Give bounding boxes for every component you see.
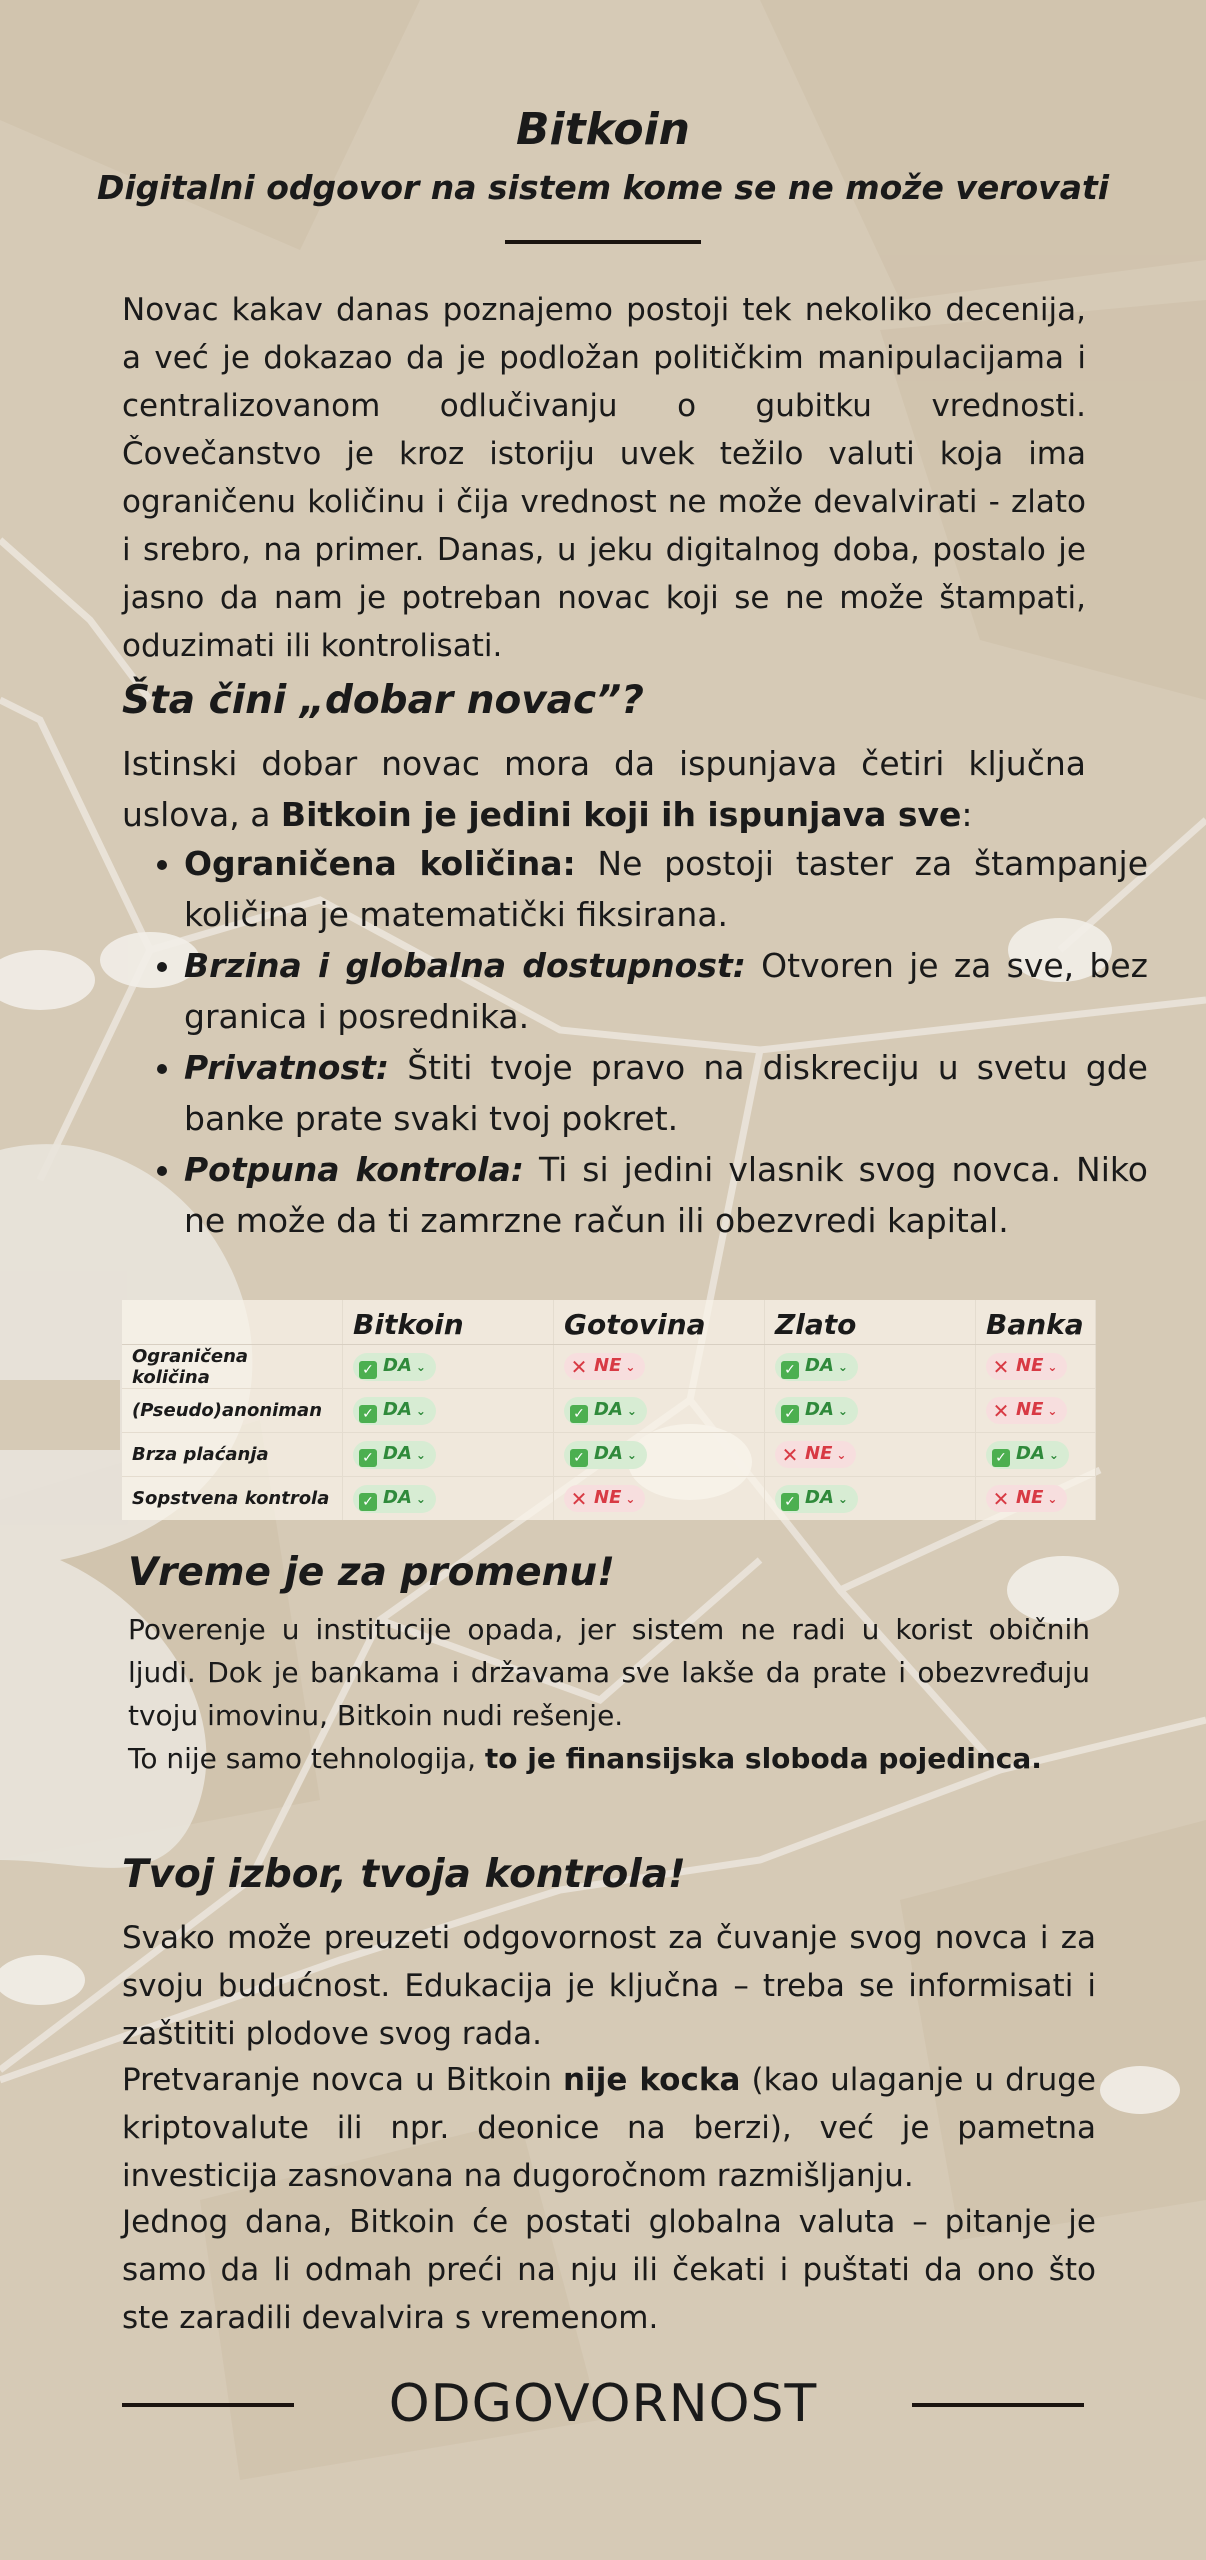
criteria-term: Privatnost: — [184, 1048, 390, 1087]
row-label: Ograničena količina — [122, 1345, 343, 1389]
column-header: Zlato — [765, 1300, 976, 1345]
comparison-cell — [554, 1477, 765, 1521]
intro-paragraph: Novac kakav danas poznajemo postoji tek nekoliko decenija, a već je dokazao da je podložan političkim manipulacijama i centralizovanom odlučivanju o gubitku vrednosti. Čovečanstvo je kroz istoriju uvek težilo valuti koja ima ograničenu količinu i čija vrednost ne može devalvirati - zlato i srebro, na primer. Danas, u jeku digitalnog doba, postalo je jasno da nam je potreban novac koji se ne može štampati, oduzimati ili kontrolisati. — [122, 292, 1086, 664]
comparison-cell — [765, 1433, 976, 1477]
chevron-down-icon: ⌄ — [1047, 1360, 1058, 1374]
choice-paragraph-2 — [122, 2056, 1096, 2200]
chevron-down-icon: ⌄ — [1047, 1492, 1058, 1506]
comparison-cell — [765, 1389, 976, 1433]
criteria-item — [184, 940, 1148, 1042]
comparison-cell — [343, 1389, 554, 1433]
badge-text: DA — [805, 1486, 834, 1508]
comparison-table — [122, 1300, 1096, 1520]
page-subtitle: Digitalni odgovor na sistem kome se ne može verovati — [96, 168, 1110, 207]
comparison-cell — [554, 1389, 765, 1433]
criteria-text: Otvoren je za sve, bez granica i posrednika. — [184, 946, 1148, 1036]
chevron-down-icon: ⌄ — [837, 1359, 848, 1374]
badge-text: DA — [383, 1354, 412, 1376]
chevron-down-icon: ⌄ — [415, 1491, 426, 1506]
criteria-text: Štiti tvoje pravo na diskreciju u svetu gde banke prate svaki tvoj pokret. — [184, 1048, 1148, 1138]
choice-p2-text: Pretvaranje novca u Bitkoin — [122, 2062, 564, 2098]
comparison-cell — [343, 1477, 554, 1521]
yes-badge — [564, 1397, 647, 1425]
footer-word: ODGOVORNOST — [388, 2374, 818, 2434]
comparison-cell — [765, 1477, 976, 1521]
criteria-term: Ograničena količina: — [184, 844, 576, 883]
badge-text: DA — [383, 1486, 412, 1508]
check-icon: ✓ — [359, 1493, 377, 1511]
comparison-cell — [554, 1433, 765, 1477]
change-paragraph: Poverenje u institucije opada, jer sistem ne radi u korist običnih ljudi. Dok je bankama i državama sve lakše da prate i obezvređuju tvoju imovinu, Bitkoin nudi rešenje. — [128, 1613, 1090, 1732]
badge-text: DA — [594, 1442, 623, 1464]
check-icon: ✓ — [359, 1361, 377, 1379]
comparison-row — [122, 1389, 1096, 1433]
choice-heading: Tvoj izbor, tvoja kontrola! — [122, 1852, 686, 1897]
choice-paragraph-1: Svako može preuzeti odgovornost za čuvanje svog novca i za svoju budućnost. Edukacija je ključna – treba se informisati i zaštititi plodove svog rada. — [122, 1920, 1096, 2052]
change-heading: Vreme je za promenu! — [128, 1550, 615, 1595]
chevron-down-icon: ⌄ — [415, 1359, 426, 1374]
lead-text: Istinski dobar novac mora da ispunjava četiri ključna uslova, a — [122, 744, 1086, 834]
page-title: Bitkoin — [516, 104, 690, 155]
badge-text: DA — [805, 1398, 834, 1420]
chevron-down-icon: ⌄ — [1048, 1447, 1059, 1462]
lead-bold-text: Bitkoin je jedini koji ih ispunjava sve — [280, 795, 962, 834]
row-label: (Pseudo)anoniman — [122, 1389, 343, 1433]
chevron-down-icon: ⌄ — [625, 1360, 636, 1374]
yes-badge — [775, 1353, 858, 1381]
cross-icon: ✕ — [781, 1443, 799, 1467]
criteria-item — [184, 838, 1148, 940]
chevron-down-icon: ⌄ — [837, 1403, 848, 1418]
yes-badge — [564, 1441, 647, 1469]
change-line — [128, 1737, 1090, 1780]
criteria-text: Ne postoji taster za štampanje količina je matematički fiksirana. — [184, 844, 1148, 934]
badge-text: NE — [1016, 1355, 1044, 1376]
good-money-lead — [122, 738, 1086, 840]
yes-badge — [353, 1441, 436, 1469]
yes-badge — [353, 1353, 436, 1381]
lead-suffix: : — [961, 795, 973, 834]
yes-badge — [353, 1485, 436, 1513]
comparison-cell — [343, 1345, 554, 1389]
choice-p2-rest: (kao ulaganje u druge kriptovalute ili npr. deonice na berzi), već je pametna investicija zasnovana na dugoročnom razmišljanju. — [122, 2062, 1096, 2194]
criteria-text: Ti si jedini vlasnik svog novca. Niko ne može da ti zamrzne račun ili obezvredi kapital. — [184, 1150, 1148, 1240]
check-icon: ✓ — [781, 1493, 799, 1511]
no-badge — [564, 1485, 645, 1512]
criteria-item — [184, 1144, 1148, 1246]
yes-badge — [986, 1441, 1069, 1469]
comparison-cell — [976, 1433, 1096, 1477]
badge-text: NE — [594, 1487, 622, 1508]
comparison-body — [122, 1345, 1096, 1521]
badge-text: DA — [383, 1442, 412, 1464]
footer-line-right — [912, 2403, 1084, 2407]
badge-text: DA — [383, 1398, 412, 1420]
badge-text: NE — [1016, 1399, 1044, 1420]
chevron-down-icon: ⌄ — [415, 1447, 426, 1462]
cross-icon: ✕ — [992, 1355, 1010, 1379]
column-header: Gotovina — [554, 1300, 765, 1345]
column-header: Bitkoin — [343, 1300, 554, 1345]
chevron-down-icon: ⌄ — [626, 1403, 637, 1418]
badge-text: DA — [1016, 1442, 1045, 1464]
check-icon: ✓ — [781, 1405, 799, 1423]
yes-badge — [775, 1485, 858, 1513]
comparison-cell — [554, 1345, 765, 1389]
chevron-down-icon: ⌄ — [625, 1492, 636, 1506]
yes-badge — [775, 1397, 858, 1425]
cross-icon: ✕ — [570, 1355, 588, 1379]
no-badge — [775, 1441, 856, 1468]
criteria-term: Brzina i globalna dostupnost: — [184, 946, 746, 985]
badge-text: DA — [805, 1354, 834, 1376]
check-icon: ✓ — [992, 1449, 1010, 1467]
row-label: Brza plaćanja — [122, 1433, 343, 1477]
comparison-cell — [976, 1389, 1096, 1433]
chevron-down-icon: ⌄ — [415, 1403, 426, 1418]
row-label: Sopstvena kontrola — [122, 1477, 343, 1521]
chevron-down-icon: ⌄ — [837, 1491, 848, 1506]
column-header: Banka — [976, 1300, 1096, 1345]
no-badge — [986, 1353, 1067, 1380]
comparison-cell — [976, 1345, 1096, 1389]
choice-p2-bold: nije kocka — [563, 2062, 741, 2098]
criteria-term: Potpuna kontrola: — [184, 1150, 524, 1189]
good-money-heading: Šta čini „dobar novac”? — [122, 678, 644, 723]
comparison-cell — [343, 1433, 554, 1477]
chevron-down-icon: ⌄ — [836, 1448, 847, 1462]
check-icon: ✓ — [359, 1405, 377, 1423]
no-badge — [564, 1353, 645, 1380]
check-icon: ✓ — [570, 1405, 588, 1423]
criteria-item — [184, 1042, 1148, 1144]
comparison-row — [122, 1345, 1096, 1389]
comparison-row — [122, 1433, 1096, 1477]
cross-icon: ✕ — [992, 1487, 1010, 1511]
no-badge — [986, 1397, 1067, 1424]
choice-paragraph-3: Jednog dana, Bitkoin će postati globalna valuta – pitanje je samo da li odmah preći na nju ili čekati i puštati da ono što ste zaradili devalvira s vremenom. — [122, 2204, 1096, 2336]
comparison-row — [122, 1477, 1096, 1521]
cross-icon: ✕ — [992, 1399, 1010, 1423]
check-icon: ✓ — [570, 1449, 588, 1467]
cross-icon: ✕ — [570, 1487, 588, 1511]
title-divider — [505, 240, 701, 244]
chevron-down-icon: ⌄ — [626, 1447, 637, 1462]
badge-text: DA — [594, 1398, 623, 1420]
yes-badge — [353, 1397, 436, 1425]
check-icon: ✓ — [781, 1361, 799, 1379]
column-header-empty — [122, 1300, 343, 1345]
badge-text: NE — [594, 1355, 622, 1376]
comparison-cell — [765, 1345, 976, 1389]
criteria-list — [122, 838, 1148, 1246]
check-icon: ✓ — [359, 1449, 377, 1467]
comparison-cell — [976, 1477, 1096, 1521]
badge-text: NE — [805, 1443, 833, 1464]
change-line-text: To nije samo tehnologija, — [128, 1742, 485, 1775]
comparison-header-row — [122, 1300, 1096, 1345]
badge-text: NE — [1016, 1487, 1044, 1508]
no-badge — [986, 1485, 1067, 1512]
change-line-bold: to je finansijska sloboda pojedinca. — [484, 1742, 1042, 1775]
chevron-down-icon: ⌄ — [1047, 1404, 1058, 1418]
